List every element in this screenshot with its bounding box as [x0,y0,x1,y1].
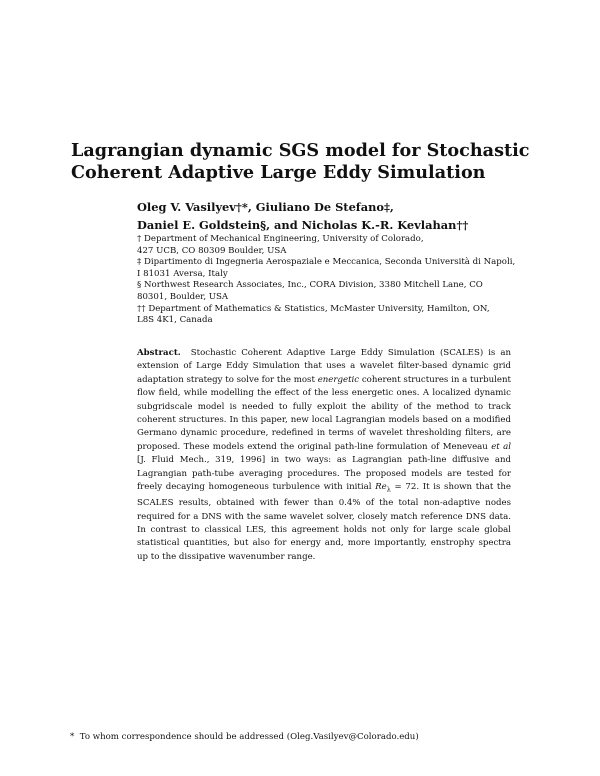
paper-title [71,140,541,184]
affiliation-line: § Northwest Research Associates, Inc., CORA Division, 3380 Mitchell Lane, CO [137,280,483,291]
author-line-2: Daniel E. Goldstein§, and Nicholas K.-R. Kevlahan†† [137,218,469,232]
affiliation-line: I 81031 Aversa, Italy [137,268,228,279]
abstract-text: . It is shown that the SCALES results, obtained with fewer than 0.4% of the total non-adaptive nodes required for a DNS with the same wavelet solver, closely match reference DNS data. In contrast to classical LES, this agreement holds not only for large scale global statistical quantities, but also for energy and, more importantly, enstrophy spectra up to the dissipative wavenumber range. [137,482,512,562]
abstract-text: coherent structures in a turbulent flow field, while modelling the effect of the less energetic ones. A localized dynamic subgridscale model is needed to fully exploit the ability of the method to track coherent structures. In this paper, new local Lagrangian models based on a modified Germano dynamic procedure, redefined in terms of wavelet thresholding filters, are proposed. These models extend the original path-line formulation of Meneveau [137,374,511,452]
affiliation-mcmaster [137,304,527,327]
title-line-2: Coherent Adaptive Large Eddy Simulation [71,162,486,183]
abstract-text: [J. Fluid Mech., 319, 1996] in two ways: as Lagrangian path-line diffusive and Lagrangian path-tube averaging procedures. The proposed models are tested for freely decaying homogeneous turbulence with initial [137,455,511,493]
abstract-emphasis: et al [491,441,511,452]
affiliation-colorado [137,234,527,257]
affiliation-line: †† Department of Mathematics & Statistics, McMaster University, Hamilton, ON, [137,303,490,314]
abstract-text: Stochastic Coherent Adaptive Large Eddy Simulation (SCALES) is an extension of Large Eddy Simulation that uses a wavelet filter-based dynamic grid adaptation strategy to solve for the most [137,348,512,385]
affiliation-napoli [137,257,527,280]
footnote-mark: * [70,732,75,742]
affiliation-line: 427 UCB, CO 80309 Boulder, USA [137,245,287,256]
reynolds-number [375,482,416,492]
author-list [137,198,537,234]
abstract [137,347,511,564]
footnote [70,732,550,743]
affiliations [137,234,527,327]
author-line-1: Oleg V. Vasilyev†*, Giuliano De Stefano‡, [137,200,394,214]
abstract-emphasis: energetic [317,374,360,385]
abstract-label: Abstract. [137,348,181,358]
footnote-text: To whom correspondence should be addressed (Oleg.Vasilyev@Colorado.edu) [79,732,419,742]
reynolds-subscript: λ [386,485,391,494]
affiliation-nwra [137,280,527,303]
title-line-1: Lagrangian dynamic SGS model for Stochastic [71,140,530,161]
reynolds-symbol: Re [375,482,387,493]
affiliation-line: ‡ Dipartimento di Ingegneria Aerospaziale e Meccanica, Seconda Università di Napoli, [137,257,516,268]
reynolds-value: = 72 [390,482,417,493]
affiliation-line: 80301, Boulder, USA [137,291,229,302]
affiliation-line: L8S 4K1, Canada [137,315,213,326]
affiliation-line: † Department of Mechanical Engineering, University of Colorado, [137,234,424,244]
